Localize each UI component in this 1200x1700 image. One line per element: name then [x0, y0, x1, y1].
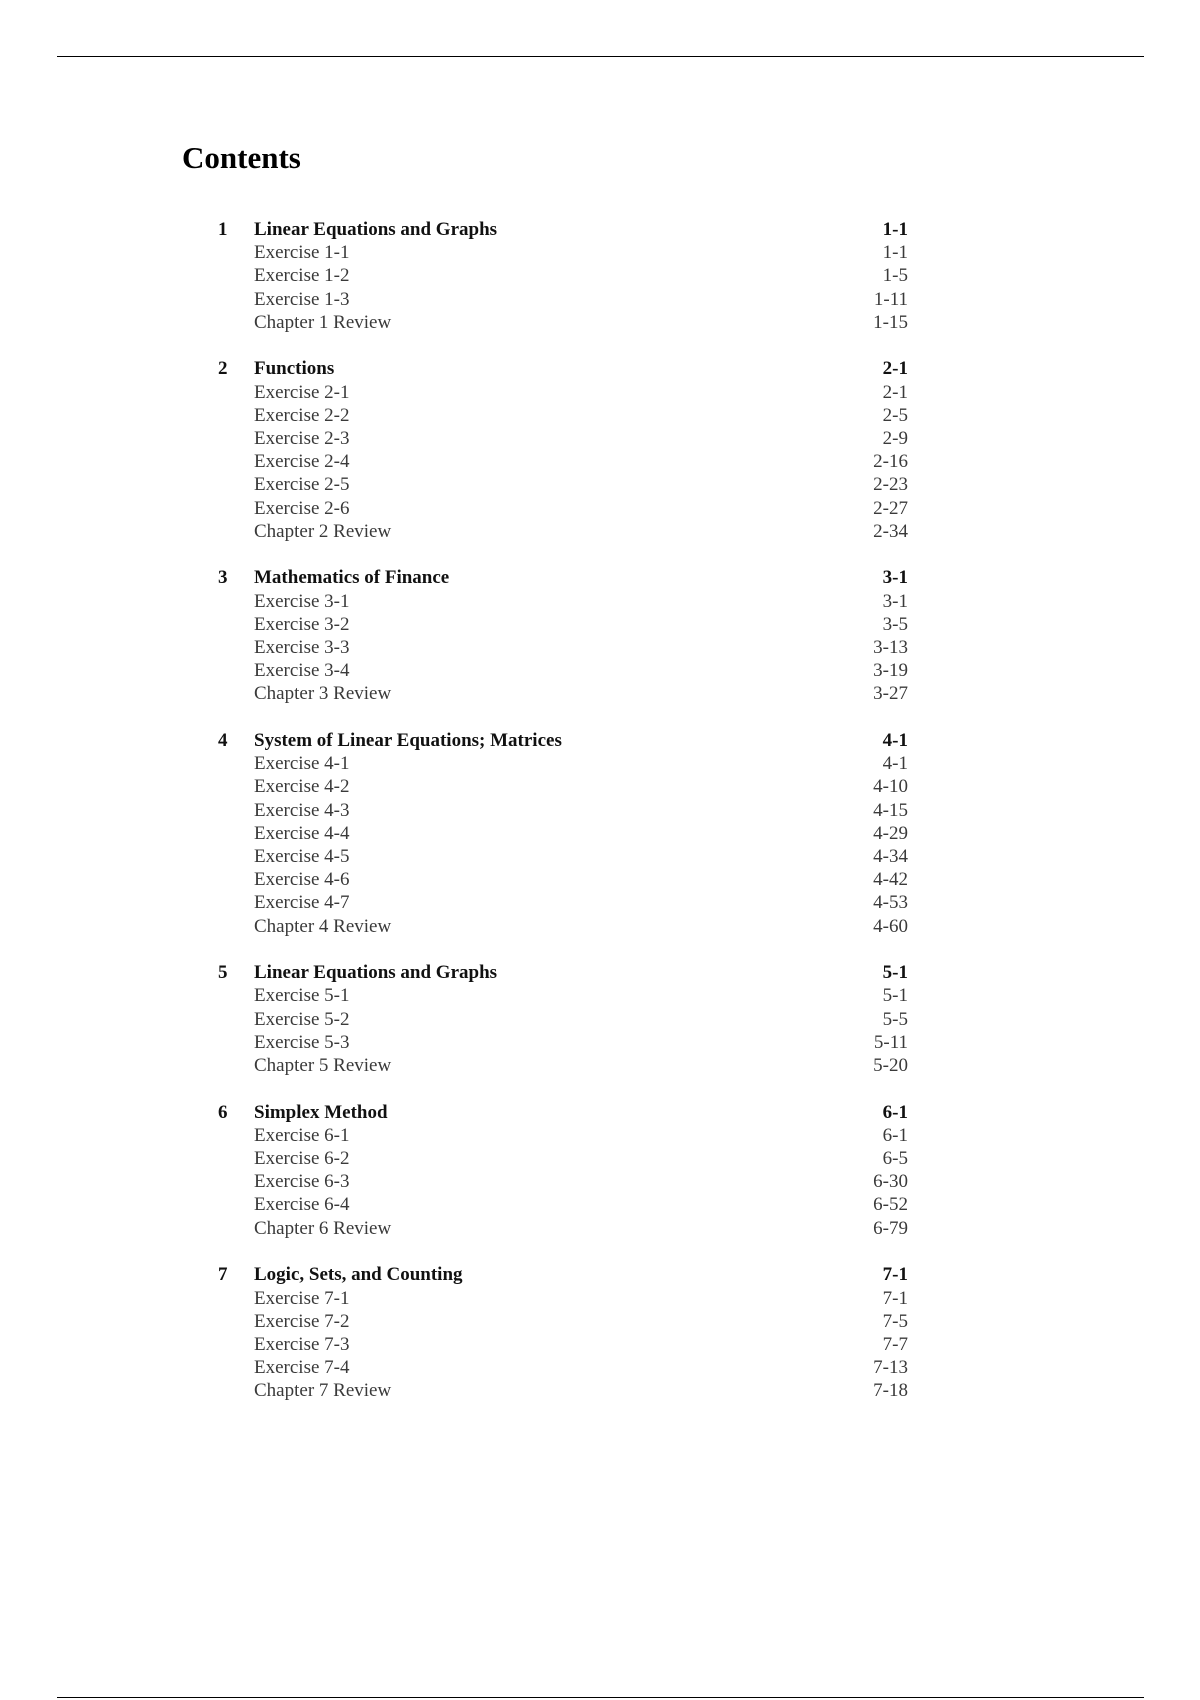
- entry-title: Exercise 2-4: [254, 451, 350, 473]
- toc-entry[interactable]: [218, 636, 908, 659]
- entry-title: Exercise 2-6: [254, 497, 350, 519]
- toc-entry[interactable]: [218, 381, 908, 404]
- entry-page-number: 1-5: [882, 265, 908, 287]
- toc-entry[interactable]: [218, 775, 908, 798]
- toc-entry[interactable]: [218, 891, 908, 914]
- entry-page-number: 5-11: [873, 1031, 908, 1053]
- entry-title: Chapter 3 Review: [254, 683, 392, 705]
- entry-title: Exercise 6-3: [254, 1171, 350, 1193]
- entry-title: Chapter 7 Review: [254, 1380, 392, 1402]
- entry-title: Exercise 6-4: [254, 1194, 350, 1216]
- table-of-contents: [218, 218, 908, 1426]
- entry-title: Exercise 2-3: [254, 428, 350, 449]
- chapter-number: 1: [218, 219, 228, 240]
- entry-title: Exercise 7-1: [254, 1287, 350, 1309]
- entry-page-number: 1-15: [873, 311, 908, 333]
- entry-title: Chapter 6 Review: [254, 1217, 392, 1239]
- chapter-heading[interactable]: [218, 218, 908, 241]
- toc-entry[interactable]: [218, 1379, 908, 1402]
- chapter-page-number: 5-1: [882, 962, 908, 984]
- entry-title: Exercise 5-1: [254, 985, 350, 1007]
- toc-entry[interactable]: [218, 404, 908, 427]
- chapter-number: 6: [218, 1101, 228, 1123]
- entry-page-number: 7-13: [873, 1357, 908, 1379]
- entry-page-number: 4-42: [873, 869, 908, 891]
- entry-page-number: 7-18: [873, 1380, 908, 1402]
- entry-title: Exercise 2-5: [254, 474, 350, 496]
- toc-entry[interactable]: [218, 241, 908, 264]
- chapter-heading[interactable]: [218, 961, 908, 984]
- entry-title: Exercise 4-2: [254, 776, 350, 798]
- toc-entry[interactable]: [218, 1124, 908, 1147]
- entry-title: Exercise 4-1: [254, 753, 350, 775]
- entry-page-number: 5-5: [882, 1008, 908, 1030]
- chapter-block: [218, 357, 908, 543]
- toc-entry[interactable]: [218, 590, 908, 613]
- entry-title: Exercise 4-6: [254, 869, 350, 891]
- chapter-block: [218, 729, 908, 938]
- chapter-title: System of Linear Equations; Matrices: [254, 730, 562, 752]
- chapter-page-number: 6-1: [882, 1101, 908, 1123]
- chapter-block: [218, 218, 908, 334]
- toc-entry[interactable]: [218, 520, 908, 543]
- entry-title: Exercise 7-4: [254, 1357, 350, 1379]
- entry-title: Exercise 7-3: [254, 1333, 350, 1355]
- chapter-block: [218, 1101, 908, 1240]
- entry-title: Exercise 3-3: [254, 637, 350, 658]
- toc-entry[interactable]: [218, 288, 908, 311]
- entry-page-number: 2-27: [873, 497, 908, 519]
- chapter-number: 5: [218, 962, 228, 984]
- entry-title: Exercise 4-7: [254, 892, 350, 914]
- toc-entry[interactable]: [218, 1287, 908, 1310]
- toc-entry[interactable]: [218, 311, 908, 334]
- chapter-block: [218, 1263, 908, 1402]
- entry-page-number: 2-5: [882, 404, 908, 426]
- toc-entry[interactable]: [218, 1356, 908, 1379]
- entry-page-number: 6-52: [873, 1194, 908, 1216]
- toc-entry[interactable]: [218, 1310, 908, 1333]
- chapter-title: Mathematics of Finance: [254, 567, 450, 589]
- chapter-number: 7: [218, 1264, 228, 1286]
- entry-title: Exercise 2-2: [254, 404, 350, 426]
- entry-page-number: 6-1: [882, 1124, 908, 1146]
- chapter-number: 2: [218, 358, 228, 380]
- chapter-number: 3: [218, 567, 228, 589]
- entry-page-number: 6-5: [882, 1148, 908, 1170]
- toc-entry[interactable]: [218, 427, 908, 450]
- entry-title: Exercise 3-4: [254, 660, 350, 682]
- entry-page-number: 4-15: [873, 799, 908, 821]
- toc-entry[interactable]: [218, 497, 908, 520]
- entry-page-number: 6-30: [873, 1171, 908, 1193]
- toc-entry[interactable]: [218, 1031, 908, 1054]
- entry-page-number: 5-1: [882, 985, 908, 1007]
- entry-page-number: 4-10: [873, 776, 908, 798]
- entry-page-number: 5-20: [873, 1055, 908, 1076]
- entry-title: Exercise 1-3: [254, 288, 350, 310]
- entry-page-number: 3-27: [873, 683, 908, 705]
- chapter-title: Simplex Method: [254, 1101, 388, 1123]
- entry-page-number: 4-34: [873, 846, 908, 867]
- entry-page-number: 6-79: [873, 1217, 908, 1239]
- entry-page-number: 2-1: [882, 381, 908, 403]
- entry-page-number: 2-9: [882, 428, 908, 449]
- toc-entry[interactable]: [218, 799, 908, 822]
- toc-entry[interactable]: [218, 613, 908, 636]
- chapter-title: Functions: [254, 358, 335, 380]
- toc-entry[interactable]: [218, 264, 908, 287]
- chapter-page-number: 4-1: [882, 730, 908, 752]
- toc-entry[interactable]: [218, 1170, 908, 1193]
- toc-entry[interactable]: [218, 450, 908, 473]
- chapter-page-number: 7-1: [882, 1264, 908, 1286]
- chapter-heading[interactable]: [218, 1263, 908, 1286]
- entry-title: Exercise 7-2: [254, 1310, 350, 1332]
- entry-title: Exercise 3-1: [254, 590, 350, 612]
- chapter-heading[interactable]: [218, 566, 908, 589]
- entry-page-number: 1-11: [873, 288, 908, 310]
- entry-title: Exercise 2-1: [254, 381, 350, 403]
- entry-page-number: 4-29: [873, 822, 908, 844]
- entry-title: Chapter 4 Review: [254, 915, 392, 937]
- entry-page-number: 4-53: [873, 892, 908, 914]
- entry-title: Exercise 1-2: [254, 265, 350, 287]
- entry-title: Exercise 5-2: [254, 1008, 350, 1030]
- entry-page-number: 1-1: [882, 242, 908, 264]
- chapter-heading[interactable]: [218, 1101, 908, 1124]
- chapter-number: 4: [218, 730, 228, 752]
- chapter-title: Logic, Sets, and Counting: [254, 1264, 463, 1286]
- toc-entry[interactable]: [218, 1217, 908, 1240]
- entry-title: Exercise 4-5: [254, 846, 350, 867]
- toc-entry[interactable]: [218, 1193, 908, 1216]
- toc-entry[interactable]: [218, 752, 908, 775]
- chapter-title: Linear Equations and Graphs: [254, 219, 498, 240]
- entry-title: Exercise 5-3: [254, 1031, 350, 1053]
- entry-page-number: 7-7: [882, 1333, 908, 1355]
- toc-entry[interactable]: [218, 682, 908, 705]
- entry-title: Chapter 1 Review: [254, 311, 392, 333]
- toc-entry[interactable]: [218, 473, 908, 496]
- chapter-page-number: 3-1: [882, 567, 908, 589]
- entry-title: Chapter 5 Review: [254, 1055, 392, 1076]
- entry-title: Exercise 4-3: [254, 799, 350, 821]
- entry-title: Exercise 1-1: [254, 242, 350, 264]
- entry-page-number: 3-1: [882, 590, 908, 612]
- chapter-heading[interactable]: [218, 729, 908, 752]
- entry-page-number: 3-13: [873, 637, 908, 658]
- entry-page-number: 7-5: [882, 1310, 908, 1332]
- toc-entry[interactable]: [218, 1008, 908, 1031]
- entry-page-number: 4-1: [882, 753, 908, 775]
- chapter-heading[interactable]: [218, 357, 908, 380]
- entry-title: Exercise 6-1: [254, 1124, 350, 1146]
- toc-entry[interactable]: [218, 1333, 908, 1356]
- toc-entry[interactable]: [218, 868, 908, 891]
- toc-entry[interactable]: [218, 984, 908, 1007]
- entry-page-number: 3-5: [882, 613, 908, 635]
- toc-entry[interactable]: [218, 822, 908, 845]
- toc-entry[interactable]: [218, 659, 908, 682]
- entry-title: Exercise 6-2: [254, 1148, 350, 1170]
- chapter-block: [218, 566, 908, 705]
- entry-title: Exercise 4-4: [254, 822, 350, 844]
- toc-entry[interactable]: [218, 845, 908, 868]
- chapter-title: Linear Equations and Graphs: [254, 962, 498, 984]
- toc-entry[interactable]: [218, 915, 908, 938]
- chapter-block: [218, 961, 908, 1077]
- bottom-rule: [57, 1697, 1144, 1698]
- entry-page-number: 7-1: [882, 1287, 908, 1309]
- entry-page-number: 2-34: [873, 520, 908, 542]
- chapter-page-number: 1-1: [882, 219, 908, 240]
- top-rule: [57, 56, 1144, 57]
- page-title: Contents: [182, 140, 301, 175]
- entry-page-number: 3-19: [873, 660, 908, 682]
- entry-page-number: 2-23: [873, 474, 908, 496]
- entry-title: Exercise 3-2: [254, 613, 350, 635]
- chapter-page-number: 2-1: [882, 358, 908, 380]
- entry-page-number: 2-16: [873, 451, 908, 473]
- toc-entry[interactable]: [218, 1147, 908, 1170]
- entry-page-number: 4-60: [873, 915, 908, 937]
- entry-title: Chapter 2 Review: [254, 520, 392, 542]
- toc-entry[interactable]: [218, 1054, 908, 1077]
